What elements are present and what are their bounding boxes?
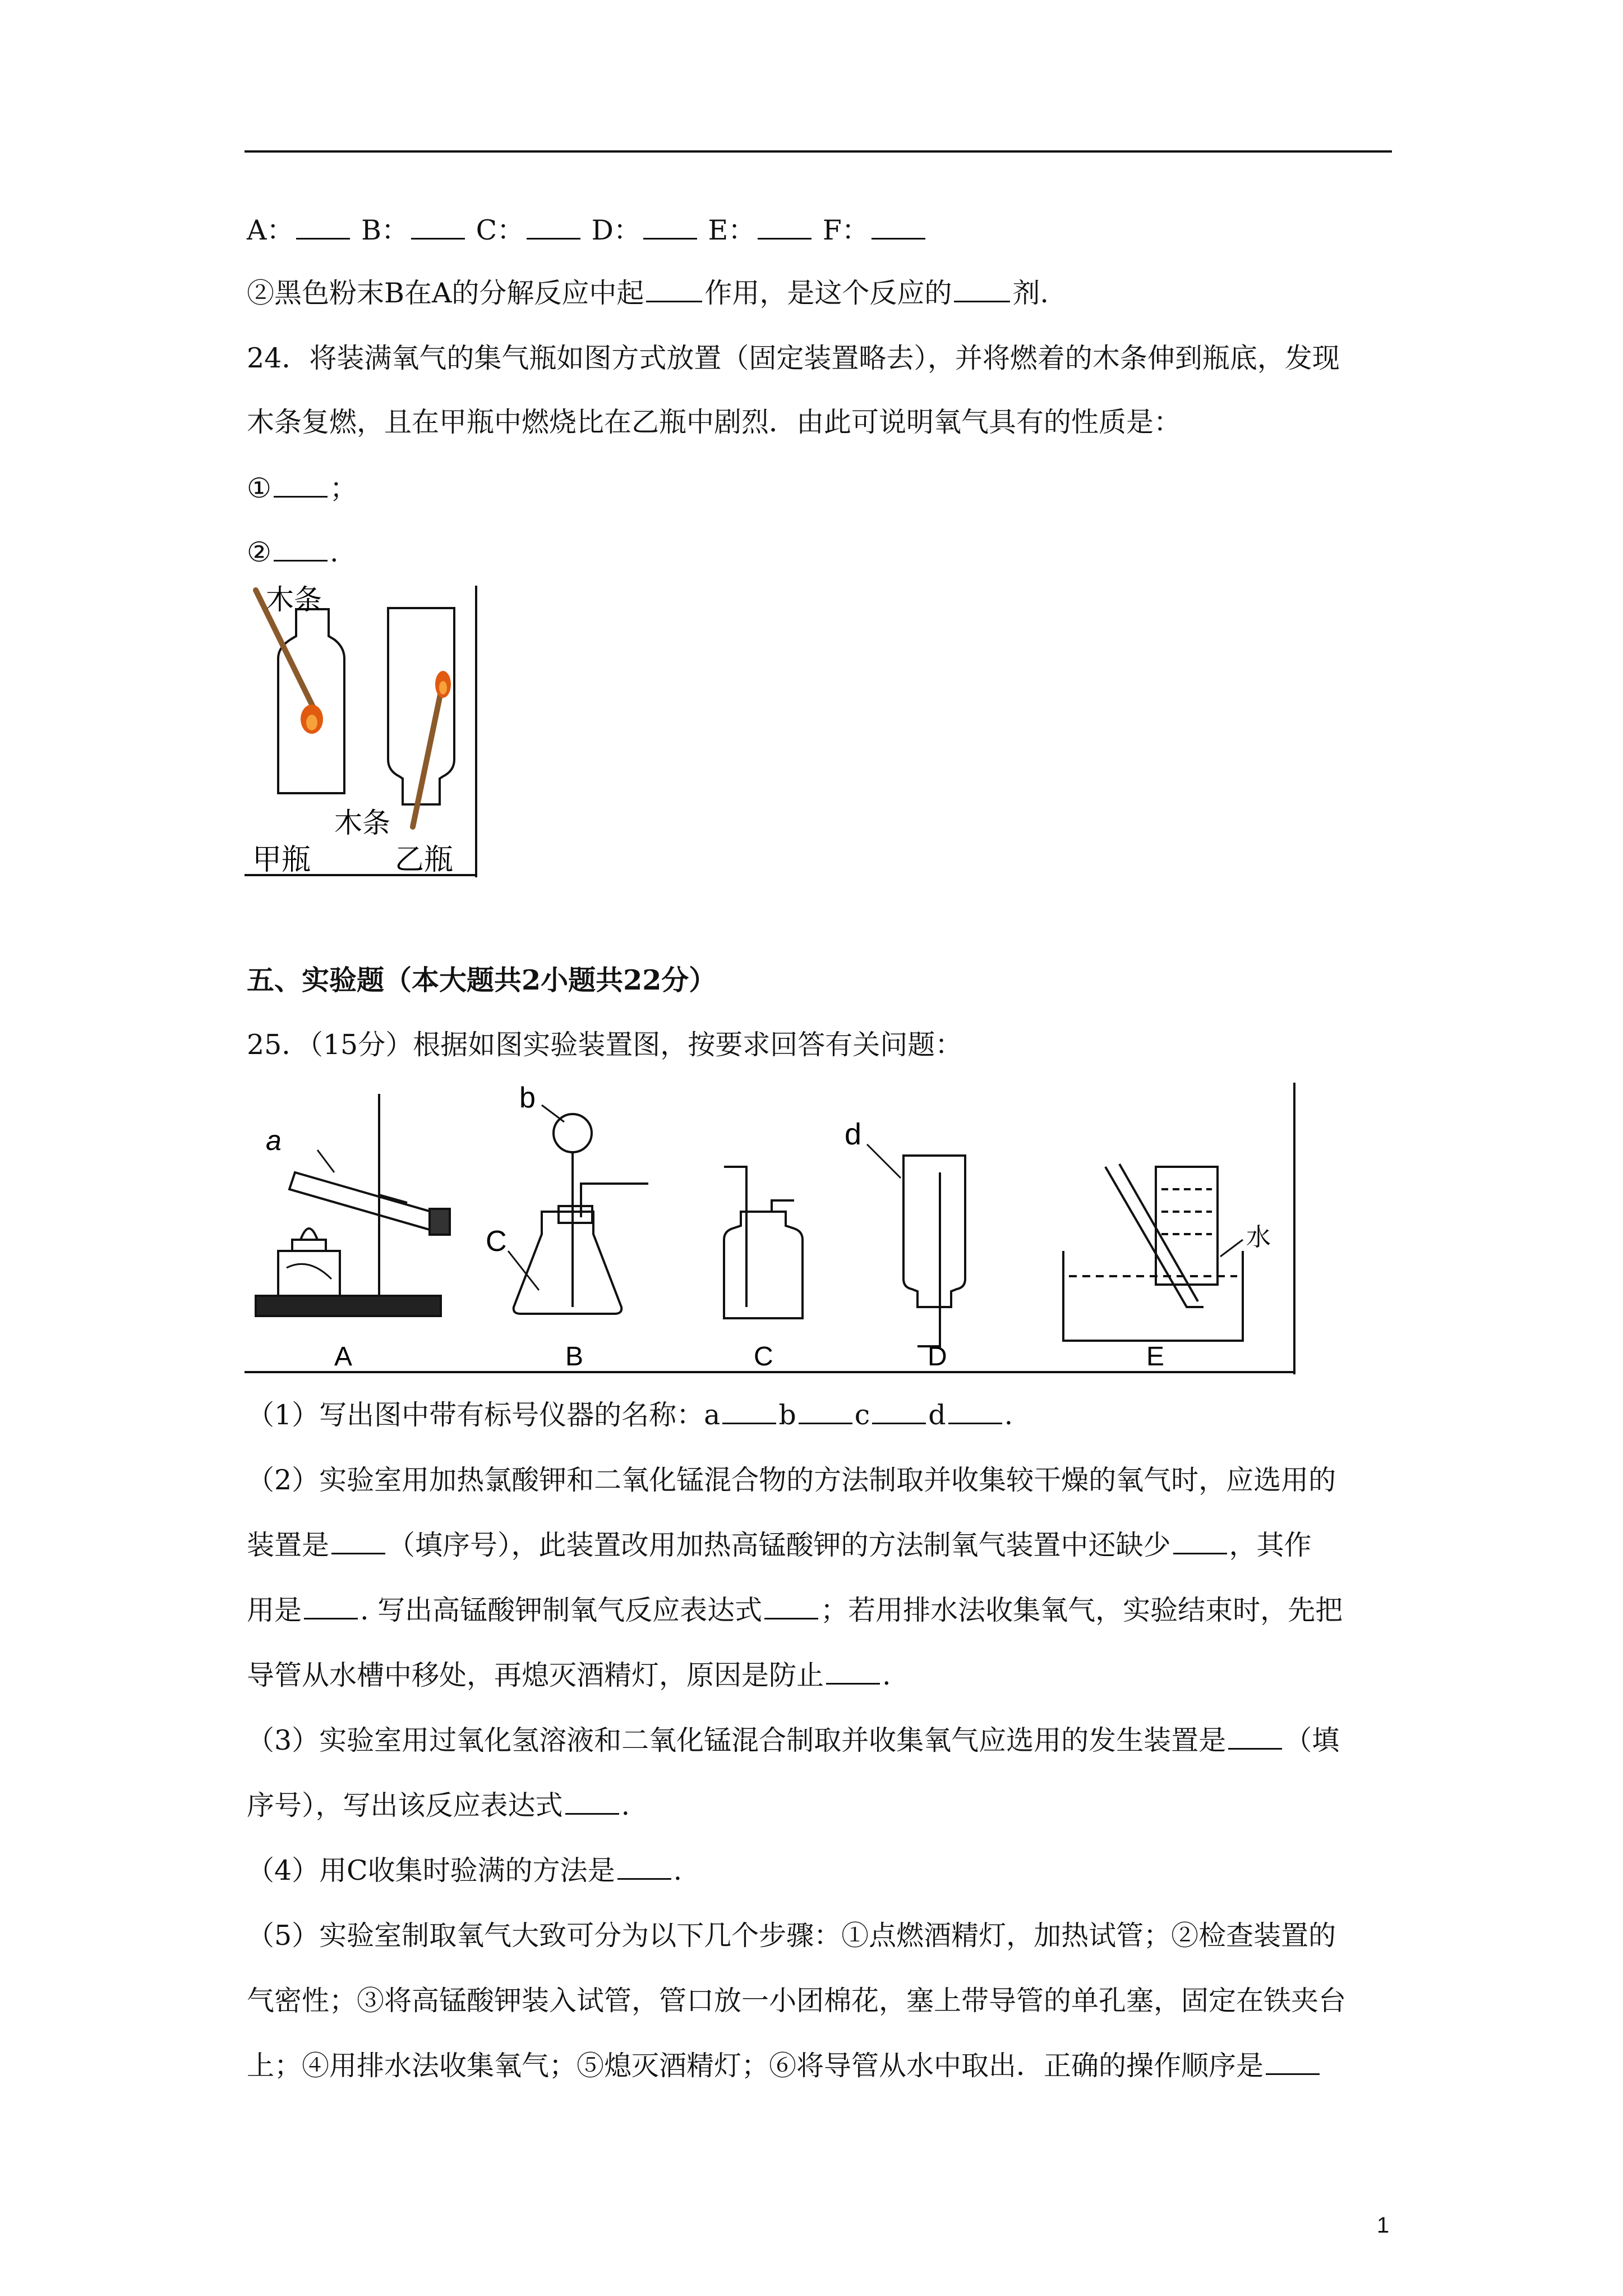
blank-generator[interactable] <box>1228 1722 1282 1750</box>
blank-device[interactable] <box>331 1527 385 1554</box>
q25-p2-line4: 导管从水槽中移处，再熄灭酒精灯，原因是防止 . <box>247 1657 891 1694</box>
label-f: F： <box>822 214 869 246</box>
label-d: D： <box>591 214 641 246</box>
bottles-figure <box>245 586 480 877</box>
page-number: 1 <box>1377 2213 1390 2238</box>
blank-equation2[interactable] <box>565 1787 619 1815</box>
blank-purpose[interactable] <box>304 1592 358 1619</box>
blank-name-b[interactable] <box>799 1397 852 1424</box>
q25-p2-line1: （2）实验室用加热氯酸钾和二氧化锰混合物的方法制取并收集较干燥的氧气时，应选用的 <box>247 1464 1336 1496</box>
label-fig-a: A <box>334 1342 353 1372</box>
label-a-tube: a <box>266 1125 282 1156</box>
label-fig-e: E <box>1146 1342 1165 1372</box>
label-stick-top: 木条 <box>266 586 322 615</box>
q25-p3-line2: 序号），写出该反应表达式 . <box>247 1787 630 1824</box>
blank-name-d[interactable] <box>948 1397 1002 1424</box>
blank-d[interactable] <box>643 212 697 240</box>
q24-text-line2: 木条复燃，且在甲瓶中燃烧比在乙瓶中剧烈．由此可说明氧气具有的性质是： <box>247 406 1182 438</box>
label-yi: 乙瓶 <box>395 844 454 876</box>
blank-q24-1[interactable] <box>274 470 328 498</box>
blank-e[interactable] <box>758 212 811 240</box>
section-heading: 五、实验题（本大题共2小题共22分） <box>247 964 717 996</box>
label-c: C： <box>476 214 525 246</box>
label-jia: 甲瓶 <box>252 844 311 876</box>
blank-check-full[interactable] <box>617 1852 671 1880</box>
q24-text-line1: 24．将装满氧气的集气瓶如图方式放置（固定装置略去），并将燃着的木条伸到瓶底，发现 <box>247 342 1340 374</box>
apparatus-figure <box>245 1083 1299 1374</box>
label-b: B： <box>361 214 409 246</box>
q25-p5-line3: 上；④用排水法收集氧气；⑤熄灭酒精灯；⑥将导管从水中取出．正确的操作顺序是 <box>247 2047 1322 2085</box>
blank-agent[interactable] <box>954 275 1010 302</box>
q25-p2-line2: 装置是 （填序号），此装置改用加热高锰酸钾的方法制氧气装置中还缺少 ，其作 <box>247 1527 1312 1564</box>
blank-c[interactable] <box>527 212 580 240</box>
label-e: E： <box>708 214 756 246</box>
blank-a[interactable] <box>296 212 350 240</box>
q24-item1: ① ； <box>247 470 357 507</box>
q25-p5-line1: （5）实验室制取氧气大致可分为以下几个步骤：①点燃酒精灯，加热试管；②检查装置的 <box>247 1920 1336 1952</box>
label-stick-bottom: 木条 <box>334 807 390 839</box>
blank-b[interactable] <box>411 212 465 240</box>
q25-p5-line2: 气密性；③将高锰酸钾装入试管，管口放一小团棉花，塞上带导管的单孔塞，固定在铁夹台 <box>247 1985 1347 2017</box>
label-b-funnel: b <box>519 1083 536 1114</box>
blank-q24-2[interactable] <box>274 534 328 562</box>
blank-order[interactable] <box>1266 2047 1320 2075</box>
q23-answer-line <box>247 212 928 249</box>
header-rule <box>245 150 1392 153</box>
label-fig-b: B <box>565 1342 584 1372</box>
q25-p3-line1: （3）实验室用过氧化氢溶液和二氧化锰混合制取并收集氧气应选用的发生装置是 （填 <box>247 1722 1339 1759</box>
label-water: 水 <box>1246 1223 1271 1251</box>
q25-p1: （1）写出图中带有标号仪器的名称：a b c d . <box>247 1397 1013 1434</box>
blank-name-c[interactable] <box>872 1397 926 1424</box>
blank-reason[interactable] <box>826 1657 880 1685</box>
q25-p2-line3: 用是 . 写出高锰酸钾制氧气反应表达式 ；若用排水法收集氧气，实验结束时，先把 <box>247 1592 1343 1629</box>
q25-intro: 25．（15分）根据如图实验装置图，按要求回答有关问题： <box>247 1029 963 1061</box>
blank-equation[interactable] <box>764 1592 818 1619</box>
label-fig-c: C <box>754 1342 773 1372</box>
label-c-flask: C <box>486 1225 507 1258</box>
label-a: A： <box>247 214 294 246</box>
blank-name-a[interactable] <box>722 1397 776 1424</box>
label-d-bottle: d <box>845 1117 862 1151</box>
label-fig-d: D <box>928 1342 947 1372</box>
blank-role[interactable] <box>646 275 702 302</box>
q24-item2: ② . <box>247 534 339 571</box>
q25-p4: （4）用C收集时验满的方法是 . <box>247 1852 682 1889</box>
q23-line2: ②黑色粉末B在A的分解反应中起 作用，是这个反应的 剂. <box>247 275 1049 312</box>
blank-missing[interactable] <box>1173 1527 1227 1554</box>
blank-f[interactable] <box>872 212 925 240</box>
